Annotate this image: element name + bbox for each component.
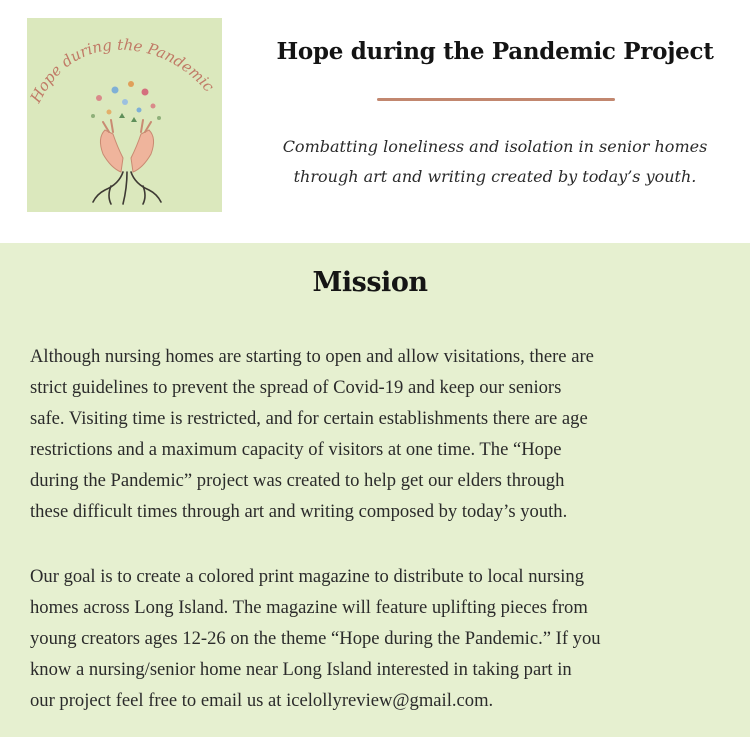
- paragraph-line: Our goal is to create a colored print magazine to distribute to local nursing: [30, 566, 585, 587]
- paragraph-line: our project feel free to email us at icelollyreview@gmail.com.: [30, 690, 494, 711]
- title-divider: [377, 98, 615, 101]
- tagline-line: Combatting loneliness and isolation in senior homes: [282, 137, 708, 156]
- project-logo: [27, 18, 222, 212]
- mission-paragraph-1: [30, 341, 730, 527]
- paragraph-line: these difficult times through art and writing composed by today’s youth.: [30, 501, 568, 522]
- mission-section: [0, 243, 750, 737]
- paragraph-line: strict guidelines to prevent the spread of Covid-19 and keep our seniors: [30, 377, 562, 398]
- mission-heading: Mission: [312, 267, 428, 298]
- logo-script-text: Hope during the Pandemic: [27, 35, 218, 106]
- paragraph-line: during the Pandemic” project was created to help get our elders through: [30, 470, 565, 491]
- paragraph-line: restrictions and a maximum capacity of visitors at one time. The “Hope: [30, 439, 562, 460]
- paragraph-line: Although nursing homes are starting to open and allow visitations, there are: [30, 346, 594, 367]
- hands-icon: [100, 120, 153, 172]
- header-section: [0, 0, 750, 243]
- page-title: Hope during the Pandemic Project: [276, 38, 714, 65]
- mission-paragraph-2: [30, 561, 730, 716]
- roots-icon: [93, 172, 161, 204]
- paragraph-line: homes across Long Island. The magazine will feature uplifting pieces from: [30, 597, 588, 618]
- paragraph-line: know a nursing/senior home near Long Island interested in taking part in: [30, 659, 572, 680]
- paragraph-line: young creators ages 12-26 on the theme “Hope during the Pandemic.” If you: [30, 628, 601, 649]
- hands-flowers-illustration: [27, 18, 222, 212]
- tagline: [250, 132, 740, 192]
- paragraph-line: safe. Visiting time is restricted, and for certain establishments there are age: [30, 408, 588, 429]
- tagline-line: through art and writing created by today’s youth.: [293, 167, 697, 186]
- flowers-icon: [91, 81, 161, 122]
